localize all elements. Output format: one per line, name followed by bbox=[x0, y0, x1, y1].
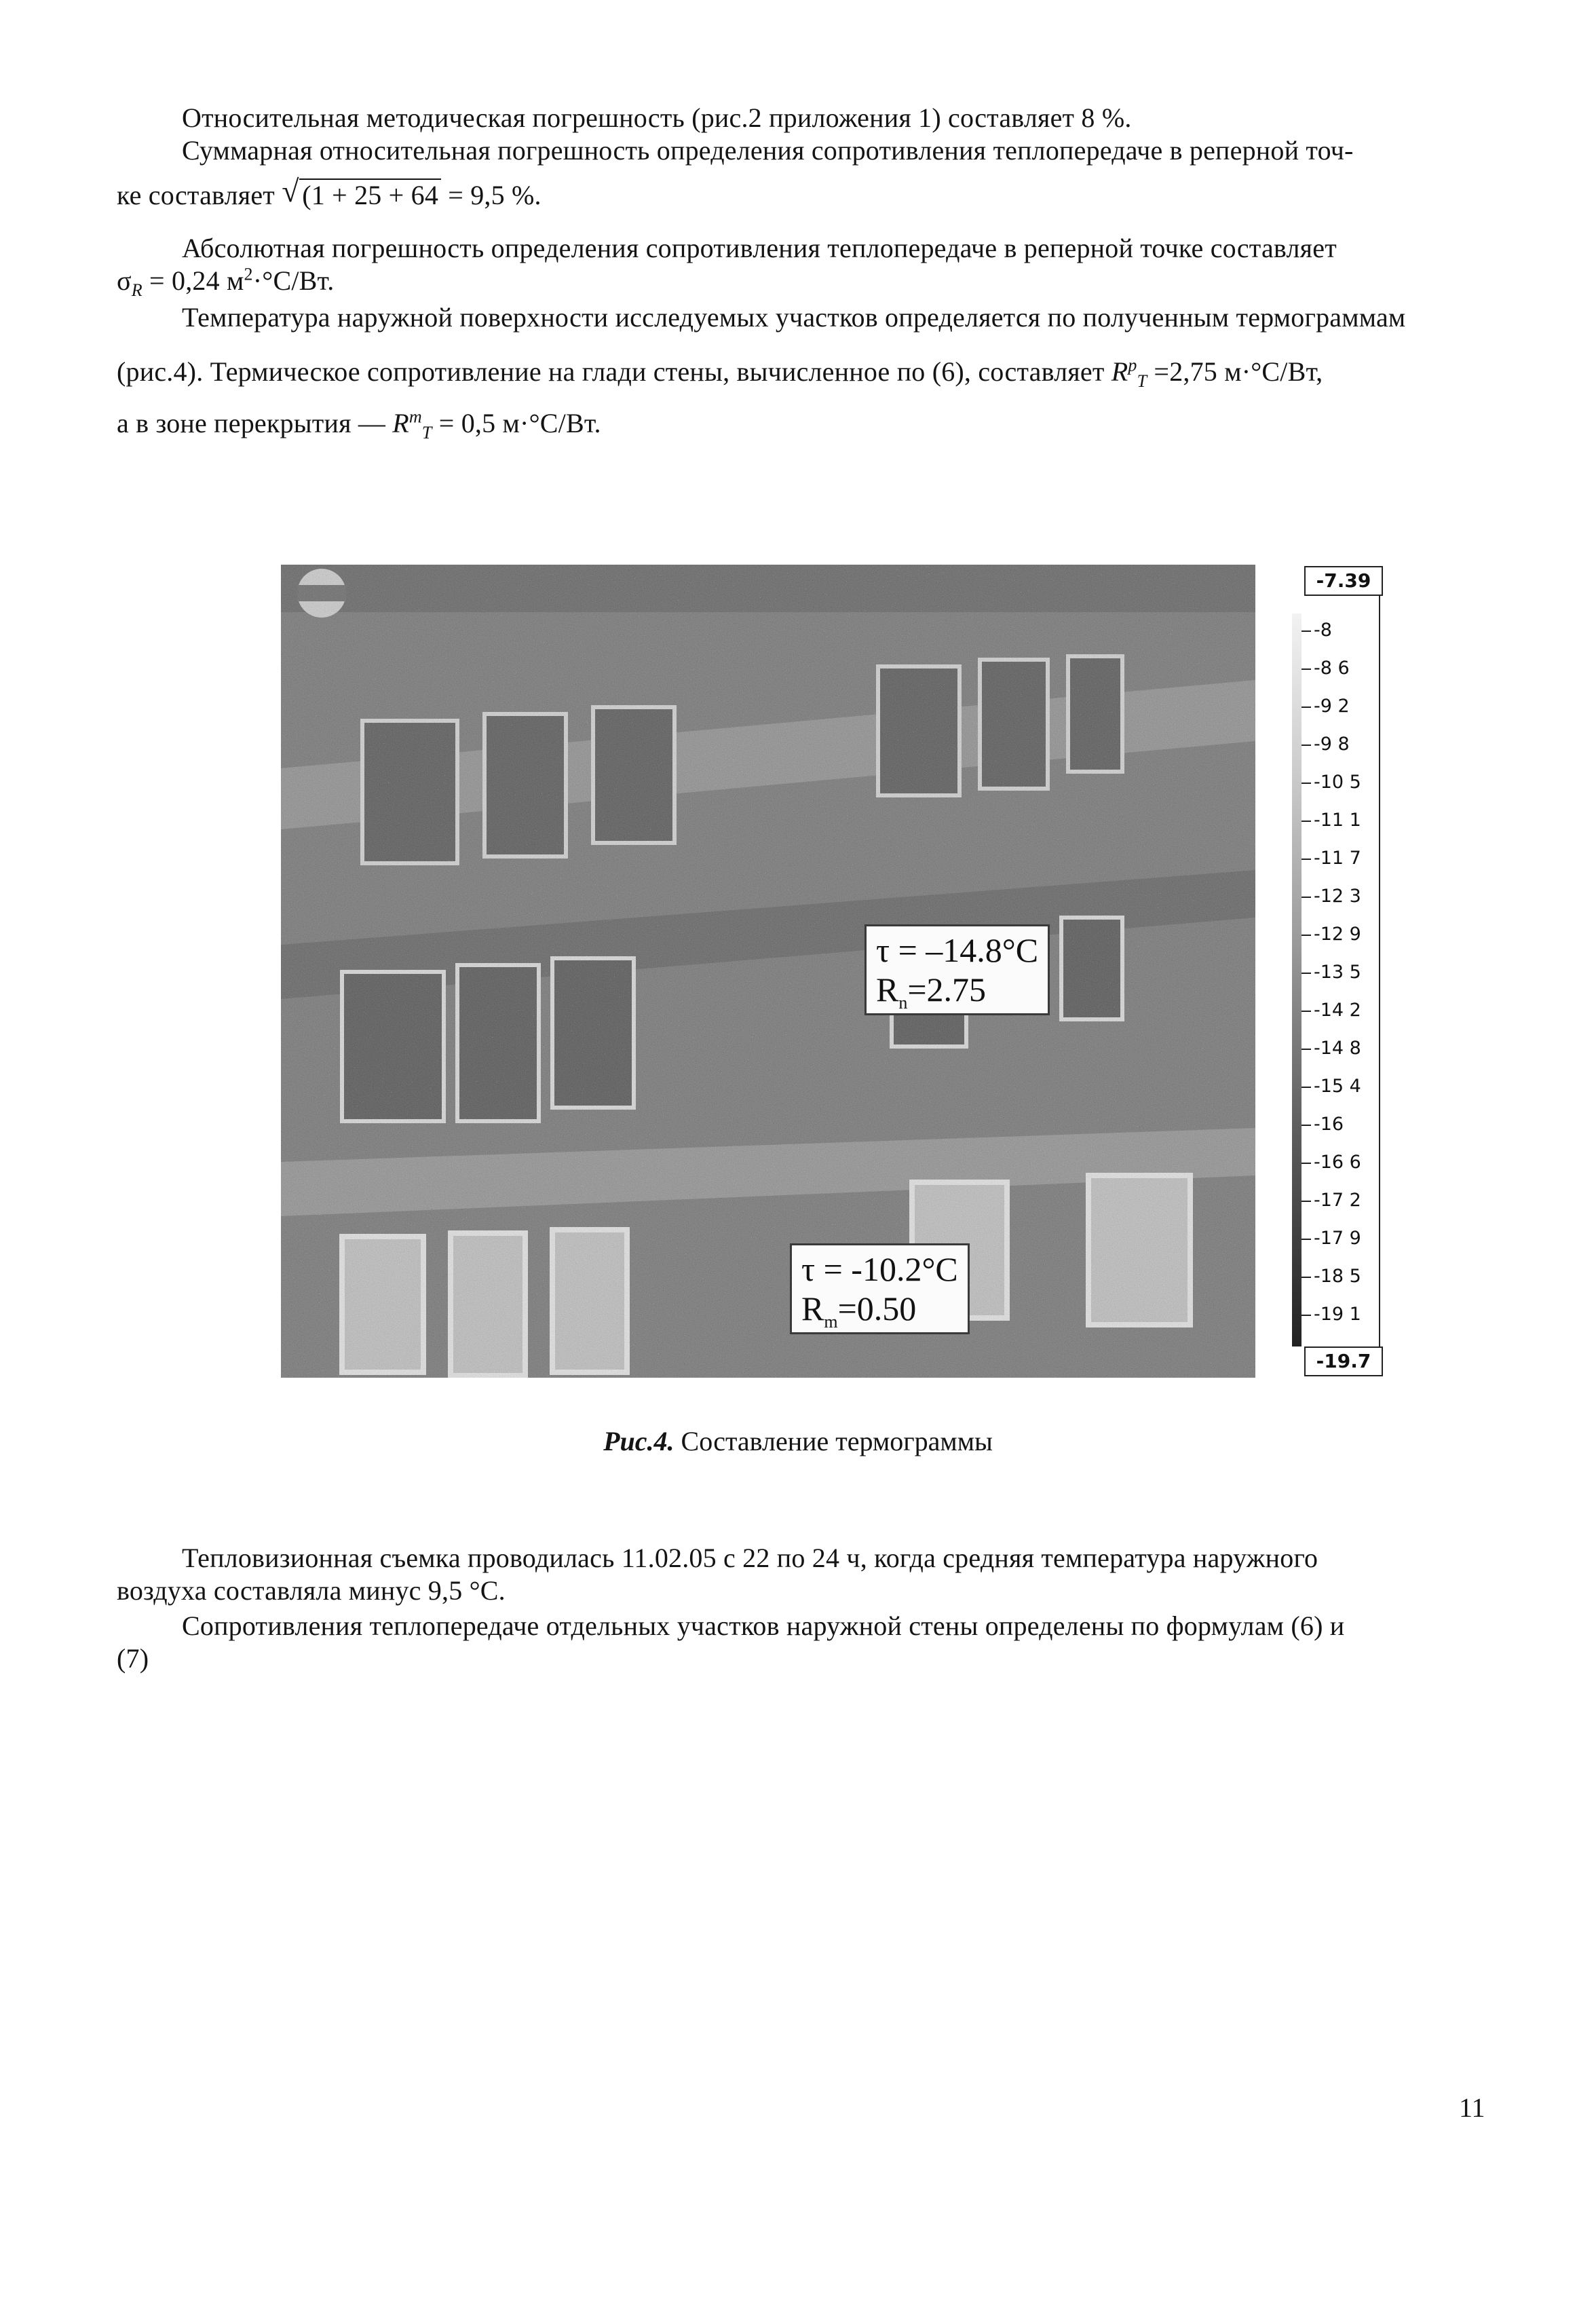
scale-tick-label: -14 8 bbox=[1302, 1038, 1361, 1059]
paragraph-total-error-line1: Суммарная относительная погрешность определения сопротивления теплопередаче в реперной точ- bbox=[182, 135, 1354, 166]
paragraph-survey-line2: воздуха составляла минус 9,5 °С. bbox=[117, 1575, 506, 1606]
scale-tick-label: -19 1 bbox=[1302, 1304, 1361, 1325]
scale-tick-label: -17 9 bbox=[1302, 1228, 1361, 1249]
callout-wall-surface: τ = –14.8°C $R_n=2.75$ bbox=[864, 924, 1050, 1015]
thermogram-image bbox=[281, 565, 1255, 1378]
paragraph-absolute-error-line1: Абсолютная погрешность определения сопротивления теплопередаче в реперной точке составляет bbox=[182, 233, 1337, 263]
paragraph-resistance-line1: Сопротивления теплопередаче отдельных участков наружной стены определены по формулам (6) и bbox=[182, 1611, 1345, 1641]
scale-min-value: -19.7 bbox=[1304, 1346, 1383, 1376]
temperature-scale bbox=[1257, 566, 1386, 1378]
scale-tick-label: -16 6 bbox=[1302, 1152, 1361, 1173]
page-number: 11 bbox=[1459, 2092, 1485, 2123]
scale-tick-label: -9 8 bbox=[1302, 734, 1350, 755]
scale-gradient-bar bbox=[1292, 614, 1302, 1346]
scale-tick-label: -8 6 bbox=[1302, 658, 1350, 679]
callout-floor-slab: τ = -10.2°C $R_m=0.50$ bbox=[790, 1243, 970, 1334]
paragraph-resistance-line2: (7) bbox=[117, 1643, 149, 1674]
paragraph-surface-temp-line2: (рис.4). Термическое сопротивление на глади стены, вычисленное по (6), составляет $R^p_T =2,75$ м·°С/Вт, bbox=[117, 355, 1323, 391]
paragraph-surface-temp-line3: а в зоне перекрытия — $R^m_T = 0,5$ м·°С/Вт. bbox=[117, 407, 601, 442]
scale-tick-label: -15 4 bbox=[1302, 1076, 1361, 1097]
scale-tick-label: -16 bbox=[1302, 1114, 1344, 1135]
paragraph-surface-temp-line1: Температура наружной поверхности исследуемых участков определяется по полученным термограммам bbox=[182, 302, 1406, 333]
paragraph-method-error: Относительная методическая погрешность (рис.2 приложения 1) составляет 8 %. bbox=[182, 102, 1132, 133]
scale-tick-label: -9 2 bbox=[1302, 696, 1350, 717]
paragraph-absolute-error-line2: $\sigma_R = 0,24$ $м^2\cdot^\circ С/Вт$. bbox=[117, 264, 335, 300]
scale-tick-label: -11 7 bbox=[1302, 848, 1361, 869]
scale-tick-label: -8 bbox=[1302, 620, 1332, 641]
thermogram-graphic bbox=[281, 565, 1255, 1378]
paragraph-total-error-line2: ке составляет √ (1 + 25 + 64 = 9,5 %. bbox=[117, 174, 542, 210]
figure-caption: Рис.4. Составление термограммы bbox=[603, 1426, 993, 1456]
paragraph-survey-line1: Тепловизионная съемка проводилась 11.02.05 с 22 по 24 ч, когда средняя температура наружного bbox=[182, 1543, 1318, 1573]
scale-max-value: -7.39 bbox=[1304, 566, 1383, 596]
scale-border-line bbox=[1379, 595, 1380, 1352]
sqrt-formula: √ (1 + 25 + 64 bbox=[282, 179, 441, 212]
scale-tick-label: -10 5 bbox=[1302, 772, 1361, 793]
scale-tick-label: -13 5 bbox=[1302, 962, 1361, 983]
scale-tick-label: -18 5 bbox=[1302, 1266, 1361, 1287]
scale-tick-label: -12 3 bbox=[1302, 886, 1361, 907]
scale-tick-label: -17 2 bbox=[1302, 1190, 1361, 1211]
scale-tick-label: -12 9 bbox=[1302, 924, 1361, 945]
scale-tick-label: -14 2 bbox=[1302, 1000, 1361, 1021]
scale-tick-label: -11 1 bbox=[1302, 810, 1361, 831]
